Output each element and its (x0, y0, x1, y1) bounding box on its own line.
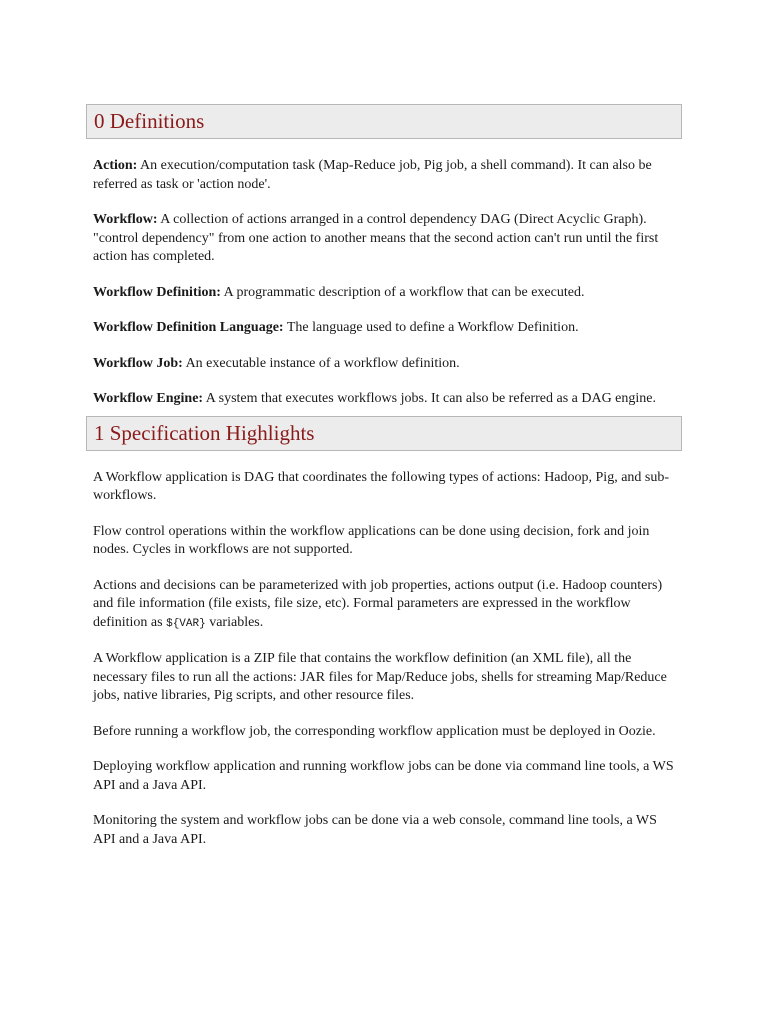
definition-workflow-job (93, 355, 675, 374)
highlight-paragraph: Monitoring the system and workflow jobs can be done via a web console, command line tools, a WS API and a Java API. (93, 813, 657, 847)
definition-term: Workflow Job: (93, 355, 183, 371)
definition-text: An execution/computation task (Map-Reduce job, Pig job, a shell command). It can also be referred as task or 'action node'. (93, 158, 652, 192)
definition-term: Action: (93, 158, 138, 173)
document-content (86, 104, 682, 849)
definition-text: A collection of actions arranged in a control dependency DAG (Direct Acyclic Graph). "control dependency" from one action to another means that the second action can't run until the first action has completed. (93, 212, 659, 264)
highlight-text: Actions and decisions can be parameterized with job properties, actions output (i.e. Hadoop counters) and file information (file exists, file size, etc). Formal parameters are expressed in the workflow definition as (93, 577, 663, 630)
highlight-paragraph: Flow control operations within the workflow applications can be done using decision, fork and join nodes. Cycles in workflows are not supported. (93, 523, 650, 557)
definition-text: A system that executes workflows jobs. It can also be referred as a DAG engine. (203, 391, 656, 406)
highlight-paragraph (93, 577, 675, 634)
definition-text: The language used to define a Workflow Definition. (283, 320, 579, 335)
definition-term: Workflow Definition Language: (93, 320, 284, 335)
highlight-paragraph: Deploying workflow application and running workflow jobs can be done via command line tools, a WS API and a Java API. (93, 759, 674, 793)
inline-code: ${VAR} (166, 617, 206, 630)
definition-term: Workflow Engine: (93, 391, 204, 406)
definition-action (93, 157, 675, 194)
definition-workflow-definition-language (93, 319, 675, 338)
highlight-paragraph: Before running a workflow job, the corresponding workflow application must be deployed in Oozie. (93, 723, 656, 739)
definition-workflow (93, 211, 675, 267)
highlight-paragraph: A Workflow application is a ZIP file that contains the workflow definition (an XML file), all the necessary files to run all the actions: JAR files for Map/Reduce jobs, shells for streaming Map/Reduce jobs, native libraries, Pig scripts, and other resource files. (93, 651, 667, 703)
definition-text: A programmatic description of a workflow that can be executed. (220, 284, 585, 300)
section-heading-specification-highlights: 1 Specification Highlights (86, 416, 682, 451)
definition-term: Workflow Definition: (93, 284, 221, 300)
section-heading-definitions: 0 Definitions (86, 104, 682, 139)
definition-term: Workflow: (93, 212, 158, 227)
highlight-text: variables. (205, 614, 264, 630)
definition-workflow-definition (93, 284, 675, 303)
definition-text: An executable instance of a workflow definition. (182, 355, 460, 371)
highlight-paragraph: A Workflow application is DAG that coordinates the following types of actions: Hadoop, Pig, and sub-workflows. (93, 469, 670, 503)
definition-workflow-engine (93, 390, 675, 409)
